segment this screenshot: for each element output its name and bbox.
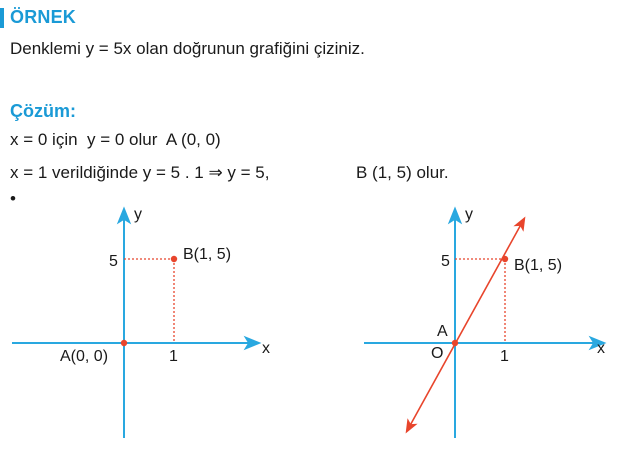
solution-step-2: x = 1 verildiğinde y = 5 . 1 ⇒ y = 5, [10,163,270,182]
right-point-b-label: B(1, 5) [514,257,563,274]
left-point-b [171,256,177,262]
left-x-label: x [262,340,270,357]
solution-step-1: x = 0 için y = 0 olur A (0, 0) [10,130,221,149]
right-y-label: y [465,206,473,223]
solution-heading: Çözüm: [10,101,76,121]
example-heading: ÖRNEK [10,7,77,27]
right-tick-x: 1 [500,348,509,365]
left-graph [12,206,270,438]
left-point-a-label: A(0, 0) [60,348,109,365]
left-point-b-label: B(1, 5) [183,246,232,263]
right-point-b [502,256,508,262]
bullet: • [10,189,16,208]
right-point-a-label: A [437,323,448,340]
left-y-label: y [134,206,142,223]
right-point-a [452,340,458,346]
right-origin-label: O [431,345,444,362]
right-x-label: x [597,340,605,357]
right-graph [364,206,605,438]
left-point-a [121,340,127,346]
left-tick-y: 5 [109,253,118,270]
left-tick-x: 1 [169,348,178,365]
solution-step-2-result: B (1, 5) olur. [356,163,449,182]
right-line-y-5x [407,219,524,431]
right-tick-y: 5 [441,253,450,270]
problem-statement: Denklemi y = 5x olan doğrunun grafiğini çiziniz. [10,39,365,58]
